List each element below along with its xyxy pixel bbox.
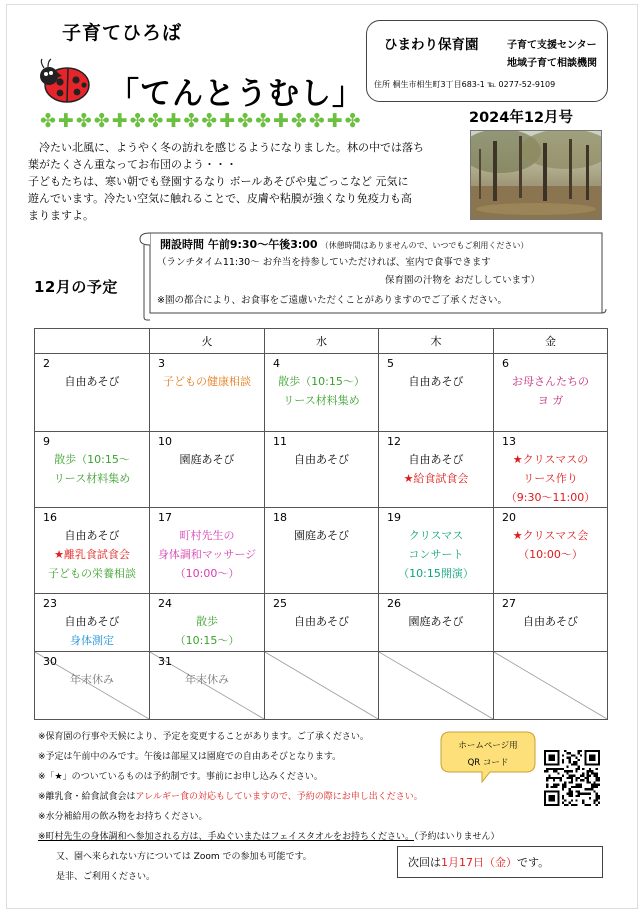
event-text: ★離乳食試食会 bbox=[54, 548, 130, 561]
clover-icon: ✤ bbox=[183, 110, 200, 132]
note-line: ※予定は午前中のみです。午後は部屋又は園庭での自由あそびとなります。 bbox=[38, 752, 342, 762]
day-events bbox=[150, 670, 264, 689]
clover-icon: ✤ bbox=[147, 110, 164, 132]
clover-icon: ✤ bbox=[255, 110, 271, 132]
event-text: ★クリスマス会 bbox=[512, 529, 589, 542]
clover-icon: ✤ bbox=[237, 110, 254, 132]
qr-label-line2: QR コード bbox=[467, 758, 509, 768]
closed-day-hatch bbox=[379, 652, 493, 719]
clover-icon: ✤ bbox=[201, 110, 218, 132]
event-text: 子どもの健康相談 bbox=[163, 375, 251, 388]
day-events bbox=[379, 372, 493, 391]
note-allergy: アレルギー食の対応もしていますので、予約の際にお申し出ください。 bbox=[135, 792, 423, 802]
clover-icon: ✤ bbox=[290, 110, 307, 132]
event-text: 自由あそび bbox=[408, 453, 464, 466]
ladybug-icon bbox=[38, 58, 92, 104]
weekday-header: 水 bbox=[265, 329, 379, 354]
day-events bbox=[150, 450, 264, 469]
calendar-day-cell bbox=[35, 432, 150, 508]
day-number: 12 bbox=[387, 435, 401, 448]
clover-icon: ✚ bbox=[326, 110, 343, 132]
clover-icon: ✤ bbox=[344, 110, 361, 132]
day-events bbox=[150, 372, 264, 391]
opening-hours-main: 開設時間 午前9:30～午後3:00 bbox=[160, 238, 318, 251]
calendar-day-cell bbox=[150, 432, 265, 508]
clover-icon: ✤ bbox=[75, 110, 92, 132]
note-line bbox=[38, 787, 508, 807]
calendar-day-cell bbox=[35, 354, 150, 432]
event-text: ヨ ガ bbox=[537, 394, 564, 407]
calendar-day-cell bbox=[265, 432, 379, 508]
day-events bbox=[379, 450, 493, 488]
day-events bbox=[150, 612, 264, 650]
lunch-info: （ランチタイム11:30～ お弁当を持参していただければ、室内で食事できます bbox=[157, 257, 491, 268]
day-events bbox=[379, 526, 493, 583]
note-line bbox=[38, 827, 508, 847]
note-line: 又、園へ来られない方については Zoom での参加も可能です。 bbox=[56, 852, 312, 862]
calendar-day-cell bbox=[494, 354, 608, 432]
day-number: 3 bbox=[158, 357, 165, 370]
event-text: 自由あそび bbox=[64, 529, 120, 542]
intro-text bbox=[28, 139, 463, 224]
calendar-week-row bbox=[35, 508, 608, 594]
note-line: ※水分補給用の飲み物をお持ちください。 bbox=[38, 812, 208, 822]
clover-icon: ✚ bbox=[219, 110, 236, 132]
note-line: 是非、ご利用ください。 bbox=[56, 872, 156, 882]
day-events bbox=[150, 526, 264, 583]
event-text: （10:15～） bbox=[174, 634, 240, 647]
organization-sub1: 子育て支援センター bbox=[507, 40, 597, 51]
calendar-day-cell bbox=[379, 594, 494, 652]
calendar-day-cell bbox=[494, 432, 608, 508]
calendar-day-cell bbox=[150, 354, 265, 432]
day-number: 20 bbox=[502, 511, 516, 524]
clover-decoration bbox=[40, 110, 363, 132]
day-number: 31 bbox=[158, 655, 172, 668]
day-number: 18 bbox=[273, 511, 287, 524]
calendar-day-cell bbox=[265, 354, 379, 432]
day-number: 16 bbox=[43, 511, 57, 524]
event-text: ★給食試食会 bbox=[403, 472, 469, 485]
event-text: 身体測定 bbox=[70, 634, 114, 647]
day-events bbox=[265, 612, 378, 631]
day-number: 26 bbox=[387, 597, 401, 610]
lunch-info-soup: 保育園の汁物を おだししています） bbox=[385, 275, 541, 286]
calendar-day-cell bbox=[379, 354, 494, 432]
event-text: リース作り bbox=[523, 472, 578, 485]
intro-line: 遊んでいます。冷たい空気に触れることで、皮膚や粘膜が強くなり免疫力も高 bbox=[28, 192, 412, 205]
day-number: 4 bbox=[273, 357, 280, 370]
clover-icon: ✤ bbox=[93, 110, 110, 132]
calendar-day-cell bbox=[494, 652, 608, 720]
day-events bbox=[494, 526, 607, 564]
intro-line: 葉がたくさん重なってお布団のよう・・・ bbox=[28, 158, 237, 171]
event-text: （10:00～） bbox=[518, 548, 583, 561]
weekday-header: 金 bbox=[494, 329, 608, 354]
forest-image bbox=[471, 131, 601, 219]
schedule-title: 12月の予定 bbox=[34, 278, 118, 296]
day-events bbox=[265, 450, 378, 469]
event-text: コンサート bbox=[408, 548, 464, 561]
calendar-day-cell bbox=[150, 594, 265, 652]
weekday-header: 木 bbox=[379, 329, 494, 354]
next-prefix: 次回は bbox=[408, 856, 441, 869]
calendar-week-row bbox=[35, 652, 608, 720]
event-text: クリスマス bbox=[408, 529, 464, 542]
event-text: 園庭あそび bbox=[408, 615, 464, 628]
event-text: 自由あそび bbox=[64, 615, 120, 628]
calendar-day-cell bbox=[35, 652, 150, 720]
day-events bbox=[265, 372, 378, 410]
weekday-header: 火 bbox=[150, 329, 265, 354]
event-text: 自由あそび bbox=[523, 615, 578, 628]
opening-hours bbox=[160, 236, 528, 252]
organization-sub2: 地域子育て相談機関 bbox=[507, 58, 597, 69]
december-calendar bbox=[34, 328, 608, 720]
note-towel: ※町村先生の身体調和へ参加される方は、手ぬぐいまたはフェイスタオルをお持ちください。 bbox=[38, 832, 415, 842]
day-events bbox=[35, 450, 149, 488]
opening-hours-note: （休憩時間はありませんので、いつでもご利用ください） bbox=[320, 241, 529, 250]
calendar-day-cell bbox=[150, 652, 265, 720]
day-number: 17 bbox=[158, 511, 172, 524]
event-text: 園庭あそび bbox=[179, 453, 235, 466]
clover-icon: ✚ bbox=[111, 110, 128, 132]
event-text: 園庭あそび bbox=[294, 529, 349, 542]
calendar-week-row bbox=[35, 432, 608, 508]
intro-line: 子どもたちは、寒い朝でも登園するなり ボールあそびや鬼ごっこなど 元気に bbox=[28, 175, 409, 188]
day-number: 13 bbox=[502, 435, 516, 448]
clover-icon: ✤ bbox=[40, 110, 56, 132]
day-number: 11 bbox=[273, 435, 287, 448]
day-number: 23 bbox=[43, 597, 57, 610]
organization-name: ひまわり保育園 bbox=[384, 37, 479, 53]
note-line: ※保育園の行事や天候により、予定を変更することがあります。ご了承ください。 bbox=[38, 732, 369, 742]
qr-label-line1: ホームページ用 bbox=[458, 741, 518, 751]
organization-address: 住所 桐生市相生町3丁目683-1 ℡ 0277-52-9109 bbox=[374, 80, 556, 89]
event-text: 自由あそび bbox=[294, 615, 349, 628]
calendar-day-cell bbox=[265, 508, 379, 594]
event-text: 自由あそび bbox=[64, 375, 120, 388]
calendar-day-cell bbox=[494, 508, 608, 594]
clover-icon: ✚ bbox=[57, 110, 74, 132]
calendar-day-cell bbox=[379, 432, 494, 508]
intro-line: まりますよ。 bbox=[28, 209, 94, 222]
day-events bbox=[494, 450, 607, 507]
closed-day-hatch bbox=[494, 652, 607, 719]
day-events bbox=[35, 670, 149, 689]
event-text: （10:15開演） bbox=[398, 567, 474, 580]
day-events bbox=[265, 526, 378, 545]
event-text: 子どもの栄養相談 bbox=[48, 567, 136, 580]
day-number: 2 bbox=[43, 357, 50, 370]
event-text: （10:00～） bbox=[174, 567, 240, 580]
event-text: 身体調和マッサージ bbox=[157, 548, 257, 561]
event-text: 散歩（10:15～ bbox=[54, 453, 130, 466]
clover-icon: ✤ bbox=[308, 110, 325, 132]
weekday-header bbox=[35, 329, 150, 354]
note-no-reservation: （予約はいりません） bbox=[414, 832, 500, 842]
calendar-day-cell bbox=[494, 594, 608, 652]
note-line: ※「★」のついているものは予約制です。事前にお申し込みください。 bbox=[38, 772, 323, 782]
newsletter-title: 「てんとうむし」 bbox=[108, 76, 364, 112]
next-suffix: です。 bbox=[517, 856, 550, 869]
event-text: 自由あそび bbox=[408, 375, 464, 388]
intro-line: 冷たい北風に、ようやく冬の訪れを感じるようになりました。林の中では落ち bbox=[28, 141, 424, 154]
day-number: 9 bbox=[43, 435, 50, 448]
event-text: リース材料集め bbox=[53, 472, 131, 485]
calendar-week-row bbox=[35, 594, 608, 652]
day-events bbox=[379, 612, 493, 631]
day-events bbox=[35, 526, 149, 583]
calendar-day-cell bbox=[379, 652, 494, 720]
clover-icon: ✚ bbox=[272, 110, 289, 132]
day-number: 5 bbox=[387, 357, 394, 370]
clover-icon: ✚ bbox=[165, 110, 182, 132]
qr-label bbox=[450, 738, 526, 772]
meal-notice: ※園の都合により、お食事をご遠慮いただくことがありますのでご了承ください。 bbox=[157, 295, 507, 306]
day-events bbox=[494, 372, 607, 410]
day-events bbox=[494, 612, 607, 631]
next-issue-text bbox=[408, 854, 549, 870]
clover-icon: ✤ bbox=[129, 110, 146, 132]
calendar-day-cell bbox=[35, 508, 150, 594]
day-events bbox=[35, 372, 149, 391]
calendar-week-row bbox=[35, 354, 608, 432]
event-text: 町村先生の bbox=[179, 529, 235, 542]
closed-day-hatch bbox=[265, 652, 378, 719]
forest-photo bbox=[470, 130, 602, 220]
event-text: 散歩（10:15～） bbox=[278, 375, 365, 388]
calendar-day-cell bbox=[379, 508, 494, 594]
event-text: 年末休み bbox=[70, 673, 114, 686]
event-text: 年末休み bbox=[185, 673, 229, 686]
event-text: お母さんたちの bbox=[512, 375, 589, 388]
calendar-day-cell bbox=[35, 594, 150, 652]
event-text: 散歩 bbox=[196, 615, 218, 628]
day-number: 30 bbox=[43, 655, 57, 668]
day-number: 27 bbox=[502, 597, 516, 610]
calendar-day-cell bbox=[265, 594, 379, 652]
qr-code[interactable] bbox=[544, 750, 600, 806]
day-number: 19 bbox=[387, 511, 401, 524]
day-events bbox=[35, 612, 149, 650]
event-text: 自由あそび bbox=[294, 453, 349, 466]
issue-date: 2024年12月号 bbox=[469, 110, 574, 126]
newsletter-subtitle: 子育てひろば bbox=[62, 22, 183, 44]
event-text: ★クリスマスの bbox=[512, 453, 589, 466]
event-text: リース材料集め bbox=[283, 394, 360, 407]
day-number: 25 bbox=[273, 597, 287, 610]
event-text: （9:30～11:00） bbox=[505, 491, 596, 504]
day-number: 24 bbox=[158, 597, 172, 610]
note-text: ※離乳食・給食試食会は bbox=[38, 792, 136, 802]
calendar-day-cell bbox=[150, 508, 265, 594]
next-date: 1月17日（金） bbox=[441, 856, 517, 869]
day-number: 6 bbox=[502, 357, 509, 370]
calendar-day-cell bbox=[265, 652, 379, 720]
day-number: 10 bbox=[158, 435, 172, 448]
